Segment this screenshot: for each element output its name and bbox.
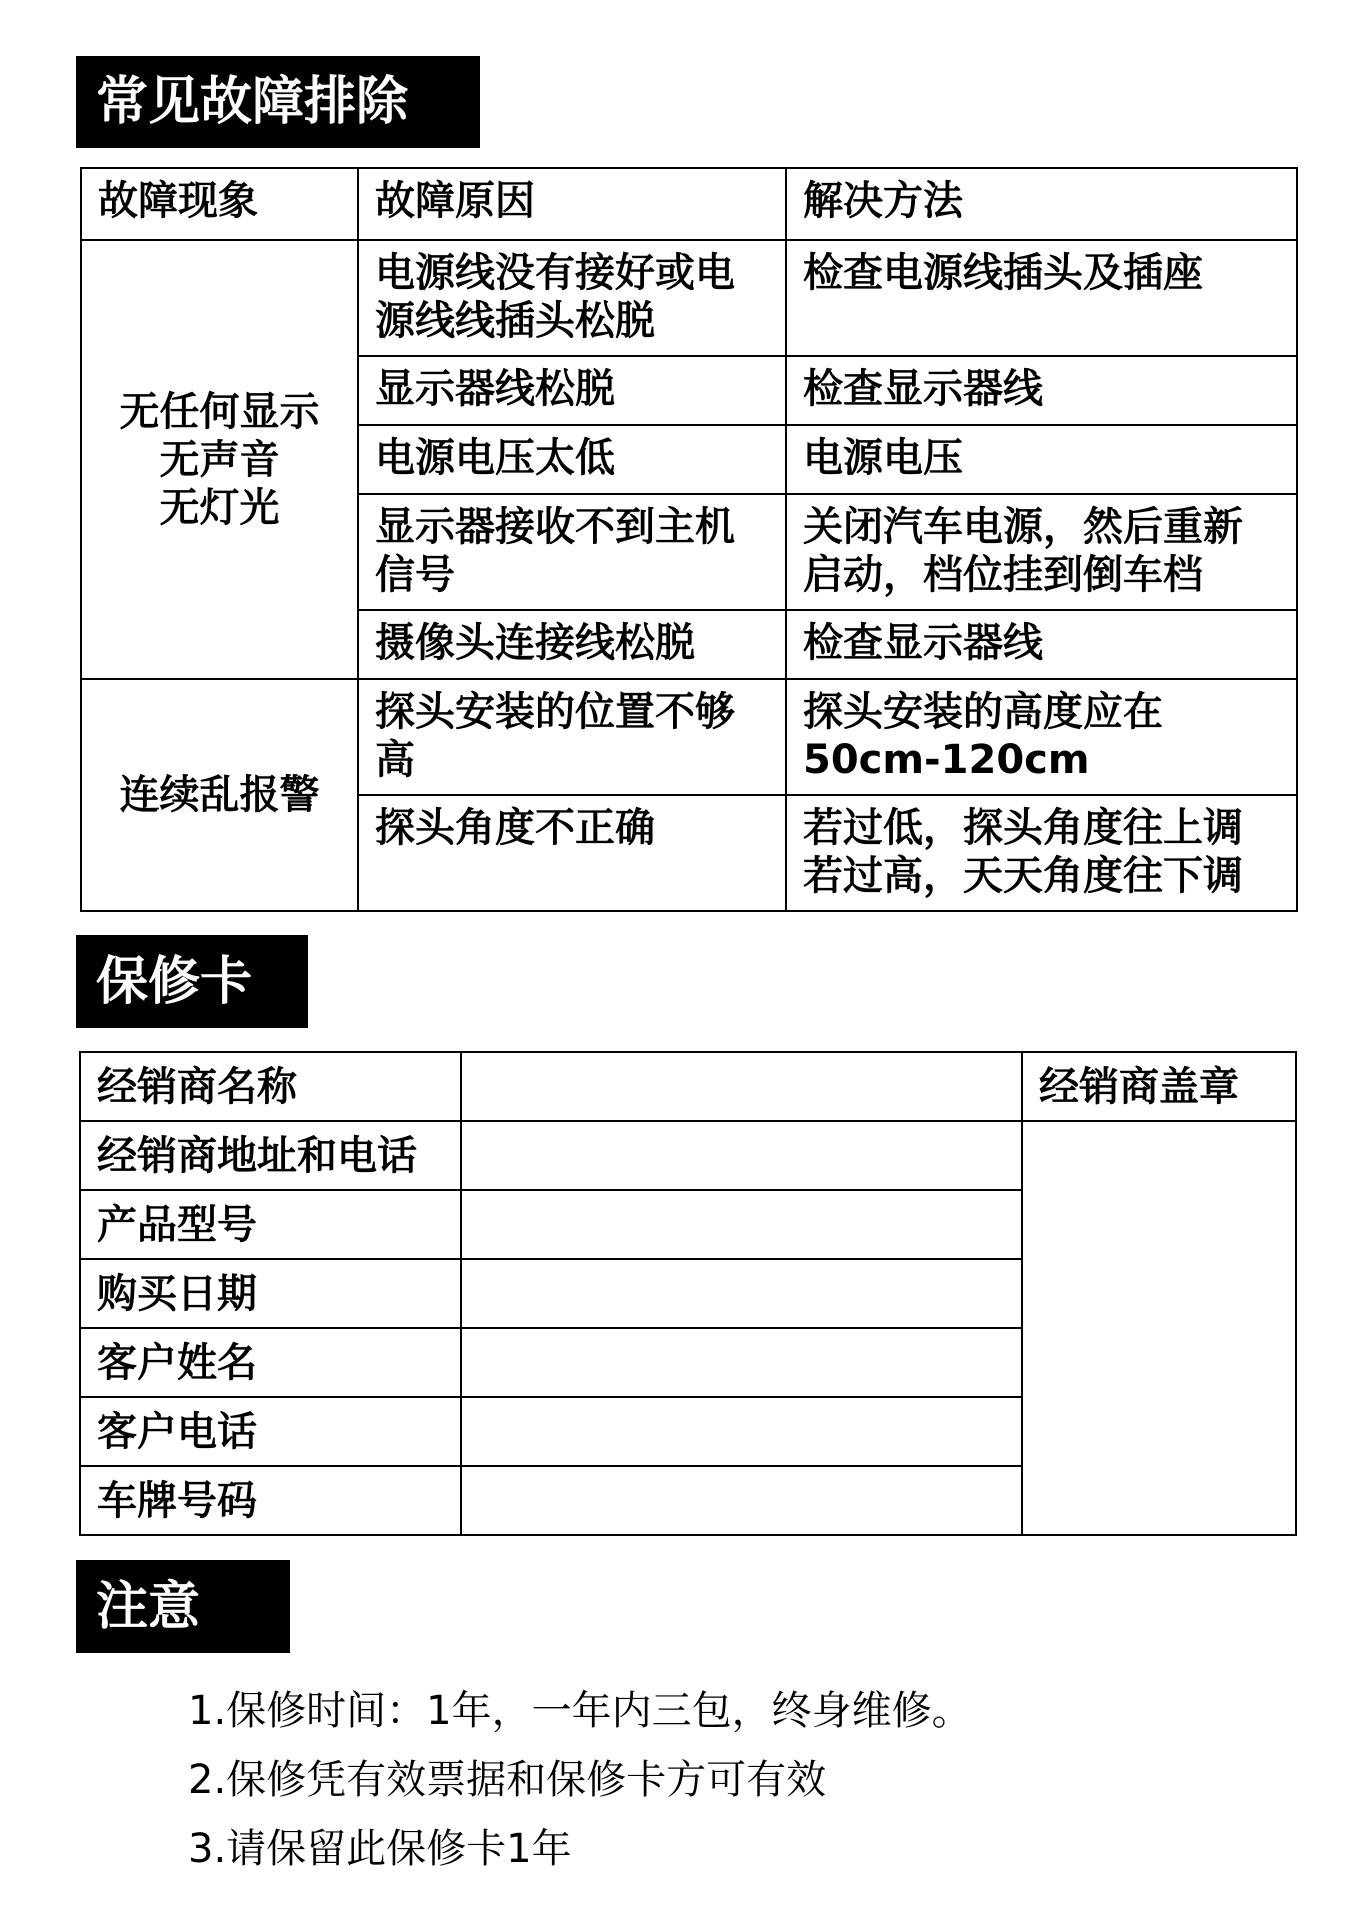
warranty-card-table [79,1051,1297,1536]
solution-cell: 电源电压 [786,425,1297,494]
solution-cell: 探头安装的高度应在50cm-120cm [786,679,1297,795]
solution-cell: 若过低，探头角度往上调若过高，天天角度往下调 [786,795,1297,911]
field-label: 产品型号 [80,1190,461,1259]
cause-cell: 摄像头连接线松脱 [358,610,786,679]
symptom-line: 无灯光 [159,484,280,531]
field-value-blank [461,1328,1022,1397]
list-item: 2.保修凭有效票据和保修卡方可有效 [188,1757,827,1803]
cause-cell: 电源线没有接好或电源线线插头松脱 [358,240,786,356]
solution-cell: 检查电源线插头及插座 [786,240,1297,356]
field-value-blank [461,1121,1022,1190]
symptom-cell [81,240,358,679]
column-header-symptom: 故障现象 [81,168,358,240]
warranty-title: 保修卡 [76,935,308,1028]
field-label: 经销商地址和电话 [80,1121,461,1190]
field-value-blank [461,1466,1022,1535]
troubleshooting-table [80,167,1298,912]
cause-cell: 显示器线松脱 [358,356,786,425]
field-label: 购买日期 [80,1259,461,1328]
cause-cell: 探头安装的位置不够高 [358,679,786,795]
table-row [80,1052,1296,1121]
dealer-stamp-label: 经销商盖章 [1022,1052,1296,1121]
cause-cell: 显示器接收不到主机信号 [358,494,786,610]
field-value-blank [461,1052,1022,1121]
table-row [81,240,1297,356]
cause-cell: 电源电压太低 [358,425,786,494]
dealer-stamp-area [1022,1121,1296,1535]
field-label: 车牌号码 [80,1466,461,1535]
field-value-blank [461,1190,1022,1259]
notice-list [188,1677,972,1884]
list-item: 1.保修时间：1年，一年内三包，终身维修。 [188,1688,972,1734]
symptom-line: 连续乱报警 [119,772,320,818]
field-value-blank [461,1259,1022,1328]
field-label: 客户电话 [80,1397,461,1466]
cause-cell: 探头角度不正确 [358,795,786,911]
table-row [80,1121,1296,1190]
symptom-line: 无声音 [159,436,280,483]
table-header-row [81,168,1297,240]
solution-cell: 检查显示器线 [786,356,1297,425]
field-label: 经销商名称 [80,1052,461,1121]
column-header-solution: 解决方法 [786,168,1297,240]
solution-cell: 检查显示器线 [786,610,1297,679]
notice-title: 注意 [76,1560,290,1653]
symptom-cell [81,679,358,911]
field-value-blank [461,1397,1022,1466]
table-row [81,679,1297,795]
list-item: 3.请保留此保修卡1年 [188,1826,572,1872]
field-label: 客户姓名 [80,1328,461,1397]
troubleshooting-title: 常见故障排除 [76,56,480,148]
symptom-line: 无任何显示 [119,388,320,435]
solution-cell: 关闭汽车电源，然后重新启动，档位挂到倒车档 [786,494,1297,610]
column-header-cause: 故障原因 [358,168,786,240]
